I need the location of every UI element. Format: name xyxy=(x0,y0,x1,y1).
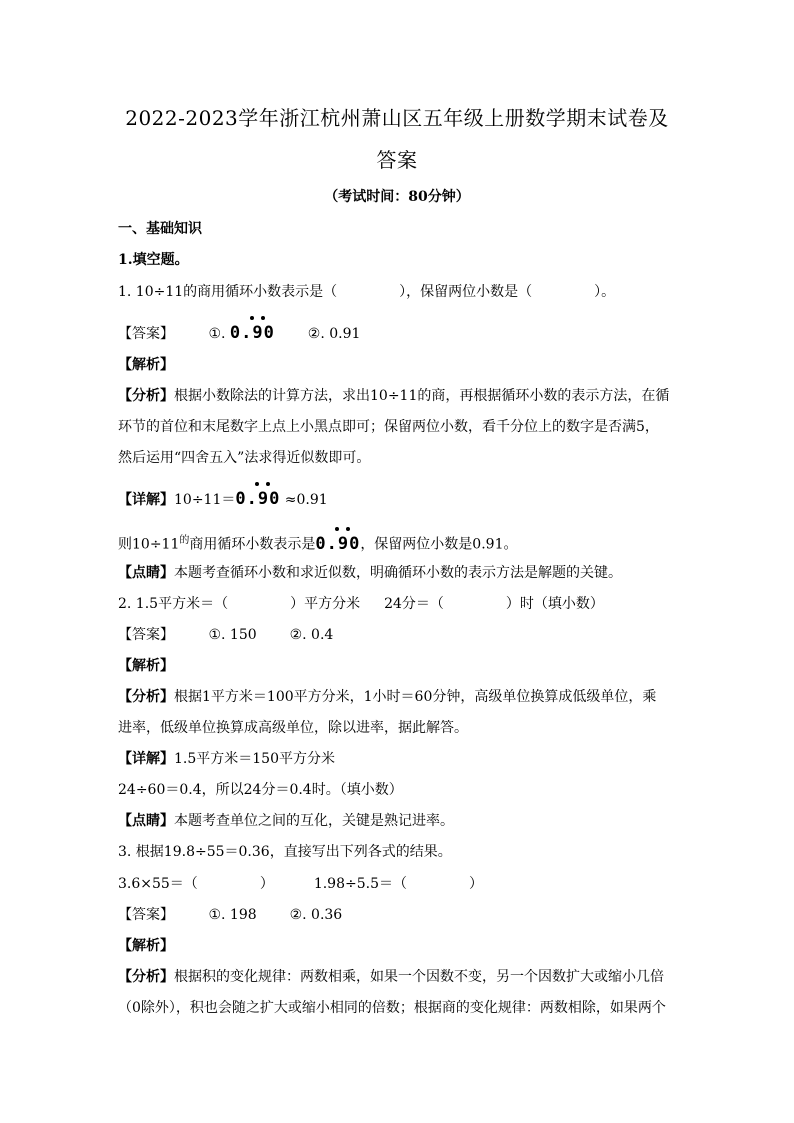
q1-conclusion: 则$10\div 11^的$商用循环小数表示是0.90 ，保留两位小数是0.91。 xyxy=(118,531,718,554)
q2-question: 2. 1.5平方米＝（ ）平方分米 24分＝（ ）时（填小数） xyxy=(118,596,604,612)
q1-dianjing: 【点睛】本题考查循环小数和求近似数，明确循环小数的表示方法是解题的关键。 xyxy=(118,565,622,581)
q1-fenxi-line2: 环节的首位和末尾数字上点上小黑点即可；保留两位小数，看千分位上的数字是否满5， xyxy=(118,419,659,435)
answer-label: 【答案】 xyxy=(118,627,174,643)
exam-time: （考试时间：80分钟） xyxy=(324,189,470,205)
recurring-dot xyxy=(261,316,265,320)
q3-fenxi-line2: （0除外），积也会随之扩大或缩小相同的倍数；根据商的变化规律：两数相除，如果两个 xyxy=(118,1000,666,1016)
q2-fenxi-line1: 【分析】根据1平方米＝100平方分米，1小时＝60分钟，高级单位换算成低级单位，乘 xyxy=(118,689,657,705)
q1-fenxi-line1: 【分析】根据小数除法的计算方法，求出10÷11的商，再根据循环小数的表示方法，在循 xyxy=(118,388,670,404)
q2-answer: 【答案】 ①. 150 ②. 0.4 xyxy=(118,627,334,643)
doc-title-line2: 答案 xyxy=(376,148,418,172)
q1-detail: 【详解】10÷11＝0.90 ≈0.91 xyxy=(118,489,718,509)
doc-title-line1: 2022-2023学年浙江杭州萧山区五年级上册数学期末试卷及 xyxy=(125,106,669,130)
q1-question: 1. 10÷11的商用循环小数表示是（ ），保留两位小数是（ ）。 xyxy=(118,284,616,300)
recurring-dot xyxy=(266,482,270,486)
recurring-decimal: 0.90 xyxy=(315,534,360,554)
recurring-dot xyxy=(250,316,254,320)
q2-detail-line2: 24÷60＝0.4，所以24分＝0.4时。（填小数） xyxy=(118,782,403,798)
q3-analysis-label: 【解析】 xyxy=(118,938,174,954)
q2-dianjing: 【点睛】本题考查单位之间的互化，关键是熟记进率。 xyxy=(118,813,454,829)
recurring-dot xyxy=(255,482,259,486)
q1-fenxi-line3: 然后运用“四舍五入”法求得近似数即可。 xyxy=(118,450,371,466)
recurring-decimal: 0.90 xyxy=(235,489,280,509)
q1-answer: 【答案】 ①. 0.90 ②. 0.91 xyxy=(118,323,718,343)
q3-fenxi-line1: 【分析】根据积的变化规律：两数相乘，如果一个因数不变，另一个因数扩大或缩小几倍 xyxy=(118,969,664,985)
recurring-dot xyxy=(346,527,350,531)
recurring-dot xyxy=(335,527,339,531)
section-subheading: 1.填空题。 xyxy=(118,252,189,268)
q3-answer: 【答案】 ①. 198 ②. 0.36 xyxy=(118,907,343,923)
q1-analysis-label: 【解析】 xyxy=(118,357,174,373)
q3-question: 3. 根据19.8÷55＝0.36，直接写出下列各式的结果。 xyxy=(118,844,452,860)
q2-fenxi-line2: 进率，低级单位换算成高级单位，除以进率，据此解答。 xyxy=(118,720,468,736)
q2-detail-line1: 【详解】1.5平方米＝150平方分米 xyxy=(118,751,335,767)
q2-analysis-label: 【解析】 xyxy=(118,658,174,674)
section-heading: 一、基础知识 xyxy=(118,221,202,237)
recurring-decimal: 0.90 xyxy=(230,323,275,343)
q3-expressions: 3.6×55＝（ ） 1.98÷5.5＝（ ） xyxy=(118,876,483,892)
answer-label: 【答案】 xyxy=(118,907,174,923)
answer-label: 【答案】 xyxy=(118,326,174,342)
